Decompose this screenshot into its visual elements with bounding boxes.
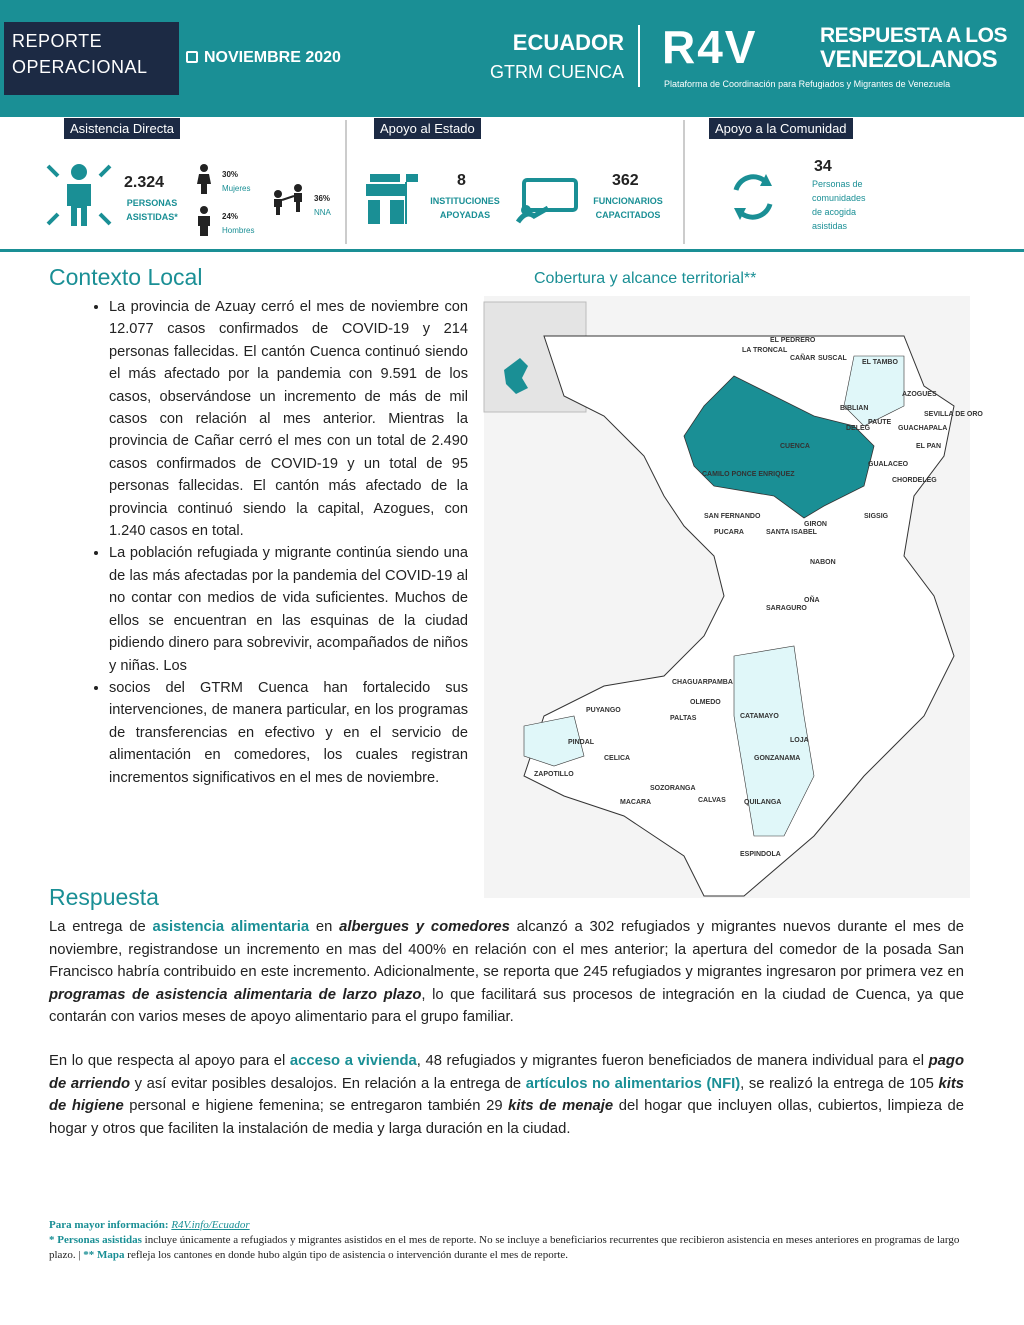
map-label: SOZORANGA [650, 785, 696, 792]
map-label: GONZANAMA [754, 755, 801, 762]
map-label: LA TRONCAL [742, 347, 788, 354]
map-label: EL PAN [916, 443, 942, 450]
men-label: Hombres [222, 226, 255, 235]
group-name: GTRM CUENCA [490, 62, 624, 82]
persons-assisted-number: 2.324 [124, 174, 165, 191]
persons-label-2: ASISTIDAS* [126, 212, 178, 222]
tab-community-support: Apoyo a la Comunidad [709, 118, 853, 139]
building-icon [366, 170, 420, 226]
map-label: CHAGUARPAMBA [672, 679, 733, 686]
map-label: PUCARA [714, 529, 744, 536]
women-label: Mujeres [222, 184, 251, 193]
report-line1: REPORTE [12, 31, 103, 51]
persons-label-1: PERSONAS [126, 198, 178, 208]
date-text: NOVIEMBRE 2020 [204, 49, 341, 66]
response-paragraph-1 [49, 916, 964, 1029]
communities-label [812, 177, 892, 233]
note1-head: * Personas asistidas [49, 1234, 142, 1246]
coverage-map [484, 296, 983, 898]
officials-label-2: CAPACITADOS [595, 210, 661, 220]
context-bullet-2: • La población refugiada y migrante continúa siendo una de las más afectadas por la pandemia del COVID-19 al no contar con medios de vida suficientes. Muchos de ellos se encuentran en las esquinas de la ciudad pidiendo dinero para sobrevivir, acompañados de niños y niñas. Los [109, 542, 468, 676]
institutions-label [420, 194, 510, 222]
tab-direct-assistance: Asistencia Directa [64, 118, 180, 139]
stats-divider-2 [683, 120, 685, 244]
nna-label: NNA [314, 208, 331, 217]
woman-icon [196, 164, 212, 194]
p2-emph-rent: pago de arriendo [49, 1053, 964, 1092]
communities-label-2: comunidades [812, 193, 866, 203]
map-label: SARAGURO [766, 605, 807, 612]
training-icon [514, 176, 580, 224]
p2-highlight-nfi: artículos no alimentarios (NFI) [525, 1075, 741, 1092]
map-label: OLMEDO [690, 699, 721, 706]
communities-number: 34 [814, 158, 832, 175]
officials-label-1: FUNCIONARIOS [593, 196, 663, 206]
map-label: OÑA [804, 597, 820, 604]
header-divider [638, 25, 640, 87]
p2-emph-household: kits de menaje [508, 1098, 614, 1115]
map-label: CUENCA [780, 443, 810, 450]
map-label: SANTA ISABEL [766, 529, 817, 536]
logo-title [820, 24, 1007, 72]
map-label: ZAPOTILLO [534, 771, 574, 778]
map-label: ESPINDOLA [740, 851, 781, 858]
p1-emph-programs: programas de asistencia alimentaria de larzo plazo [49, 986, 422, 1003]
map-label: CAÑAR [790, 355, 816, 362]
map-label: GUACHAPALA [898, 425, 948, 432]
country-block [440, 30, 624, 83]
communities-label-1: Personas de [812, 179, 863, 189]
p2-text-f: del hogar que incluyen ollas, cubiertos, limpieza de hogar y otros que faciliten la instalación de media y larga duración en la ciudad. [49, 1098, 964, 1137]
map-label: SIGSIG [864, 513, 889, 520]
map-label: PALTAS [670, 715, 697, 722]
map-label: SAN FERNANDO [704, 513, 761, 520]
response-paragraph-2 [49, 1050, 964, 1140]
report-type-box [4, 22, 179, 95]
institutions-label-1: INSTITUCIONES [430, 196, 500, 206]
map-label: CHORDELEG [892, 477, 937, 484]
children-icon [268, 182, 310, 216]
institutions-label-2: APOYADAS [439, 210, 491, 220]
map-label: CATAMAYO [740, 713, 779, 720]
officials-number: 362 [612, 172, 639, 189]
person-assisted-icon [44, 160, 114, 230]
p1-text-d: , lo que facilitará sus procesos de integración en la ciudad de Cuenca, ya que contarán con varios meses de apoyo alimentario para el grupo familiar. [49, 986, 964, 1026]
footer-notes [49, 1218, 964, 1263]
response-title: Respuesta [49, 884, 159, 910]
calendar-icon [186, 51, 198, 63]
p1-text-b: en [309, 919, 340, 935]
tab-state-support: Apoyo al Estado [374, 118, 481, 139]
men-pct: 24% [222, 212, 239, 221]
context-bullets [76, 296, 468, 789]
logo-title-line1: RESPUESTA A LOS [820, 24, 1007, 47]
p2-emph-hygiene: kits de higiene [49, 1075, 964, 1115]
note1-text: incluye únicamente a refugiados y migrantes asistidos en el mes de reporte. No se incluye a beneficiarios recurrentes que recibieron asistencia en meses anteriores en programas de largo plazo. | [49, 1234, 960, 1261]
community-cycle-icon [726, 170, 780, 224]
persons-assisted-label [118, 196, 186, 224]
women-pct: 30% [222, 170, 239, 179]
map-label: QUILANGA [744, 799, 782, 806]
map-label: PINDAL [568, 739, 595, 746]
map-label: EL TAMBO [862, 359, 898, 366]
logo-subtitle: Plataforma de Coordinación para Refugiados y Migrantes de Venezuela [664, 79, 951, 89]
p1-emph-shelters: albergues y comedores [339, 919, 510, 935]
map-label: MACARA [620, 799, 652, 806]
report-date [186, 49, 341, 67]
p1-text-a: La entrega de [49, 919, 153, 935]
context-bullet-1: • La provincia de Azuay cerró el mes de noviembre con 12.077 casos confirmados de COVID-19 y 214 personas fallecidas. El cantón Cuenca continuó siendo el más afectado por la pandemia con 9.591 de los casos, observándose un incremento de más de mil casos con relación al mes anterior. Mientras la provincia de Cañar cerró el mes con un total de 2.490 casos confirmados de COVID-19 y un total de 95 personas fallecidas. El cantón más afectado de la provincia continuó siendo la capital, Azogues, con 1.240 casos en total. [109, 296, 468, 542]
map-label: GIRON [804, 521, 827, 528]
more-info-label: Para mayor información: [49, 1219, 172, 1231]
p1-highlight-food: asistencia alimentaria [152, 919, 310, 935]
note2-head: ** Mapa [83, 1249, 125, 1261]
p2-text-c: y así evitar posibles desalojos. En relación a la entrega de [130, 1075, 526, 1092]
map-label: EL PEDRERO [770, 337, 816, 344]
map-label: CALVAS [698, 797, 726, 804]
officials-label [582, 194, 674, 222]
logo-title-line2: VENEZOLANOS [820, 46, 998, 73]
report-line2: OPERACIONAL [12, 57, 148, 77]
map-title: Cobertura y alcance territorial** [534, 270, 757, 287]
country-name: ECUADOR [512, 30, 624, 55]
nna-pct: 36% [314, 194, 331, 203]
map-label: SUSCAL [818, 355, 847, 362]
r4v-logo: R4V [662, 21, 758, 73]
more-info-line [49, 1218, 964, 1233]
map-label: SEVILLA DE ORO [924, 411, 983, 418]
map-label: CELICA [604, 755, 631, 762]
footnote-line [49, 1233, 964, 1263]
communities-label-4: asistidas [812, 221, 848, 231]
map-label: BIBLIAN [840, 405, 869, 412]
map-label: GUALACEO [868, 461, 909, 468]
note2-text: refleja los cantones en donde hubo algún tipo de asistencia o intervención durante el mes de reporte. [124, 1249, 569, 1261]
p2-text-d: , se realizó la entrega de 105 [740, 1075, 939, 1092]
r4v-link[interactable]: R4V.info/Ecuador [171, 1219, 250, 1231]
p2-text-a: En lo que respecta al apoyo para el [49, 1053, 290, 1069]
p1-text-c: alcanzó a 302 refugiados y migrantes nuevos durante el mes de noviembre, registrandose un incremento en mas del 400% en relación con el mes anterior; la apertura del comedor de la posada San Francisco habría contribuido en este incremento. Adicionalmente, se reporta que 245 refugiados y migrantes ingresaron por primera vez en [49, 919, 965, 981]
map-label: NABON [810, 559, 836, 566]
map-label: DELEG [846, 425, 871, 432]
institutions-number: 8 [457, 172, 466, 189]
p2-text-b: , 48 refugiados y migrantes fueron beneficiados de manera individual para el [416, 1053, 929, 1069]
p2-text-e: personal e higiene femenina; se entregaron también 29 [123, 1098, 509, 1115]
communities-label-3: de acogida [812, 207, 857, 217]
context-title: Contexto Local [49, 264, 203, 290]
map-label: PUYANGO [586, 707, 621, 714]
man-icon [196, 206, 212, 236]
map-label: AZOGUES [902, 391, 937, 398]
p2-highlight-housing: acceso a vivienda [289, 1053, 417, 1069]
context-bullet-3: • socios del GTRM Cuenca han fortalecido sus intervenciones, de manera particular, en los programas de transferencias en efectivo y en el servicio de alimentación en comedores, los cuales registran incrementos significativos en el mes de noviembre. [109, 677, 468, 789]
stats-bottom-rule [0, 249, 1024, 252]
stats-divider-1 [345, 120, 347, 244]
map-label: PAUTE [868, 419, 892, 426]
map-label: CAMILO PONCE ENRIQUEZ [702, 471, 795, 478]
map-label: LOJA [790, 737, 809, 744]
